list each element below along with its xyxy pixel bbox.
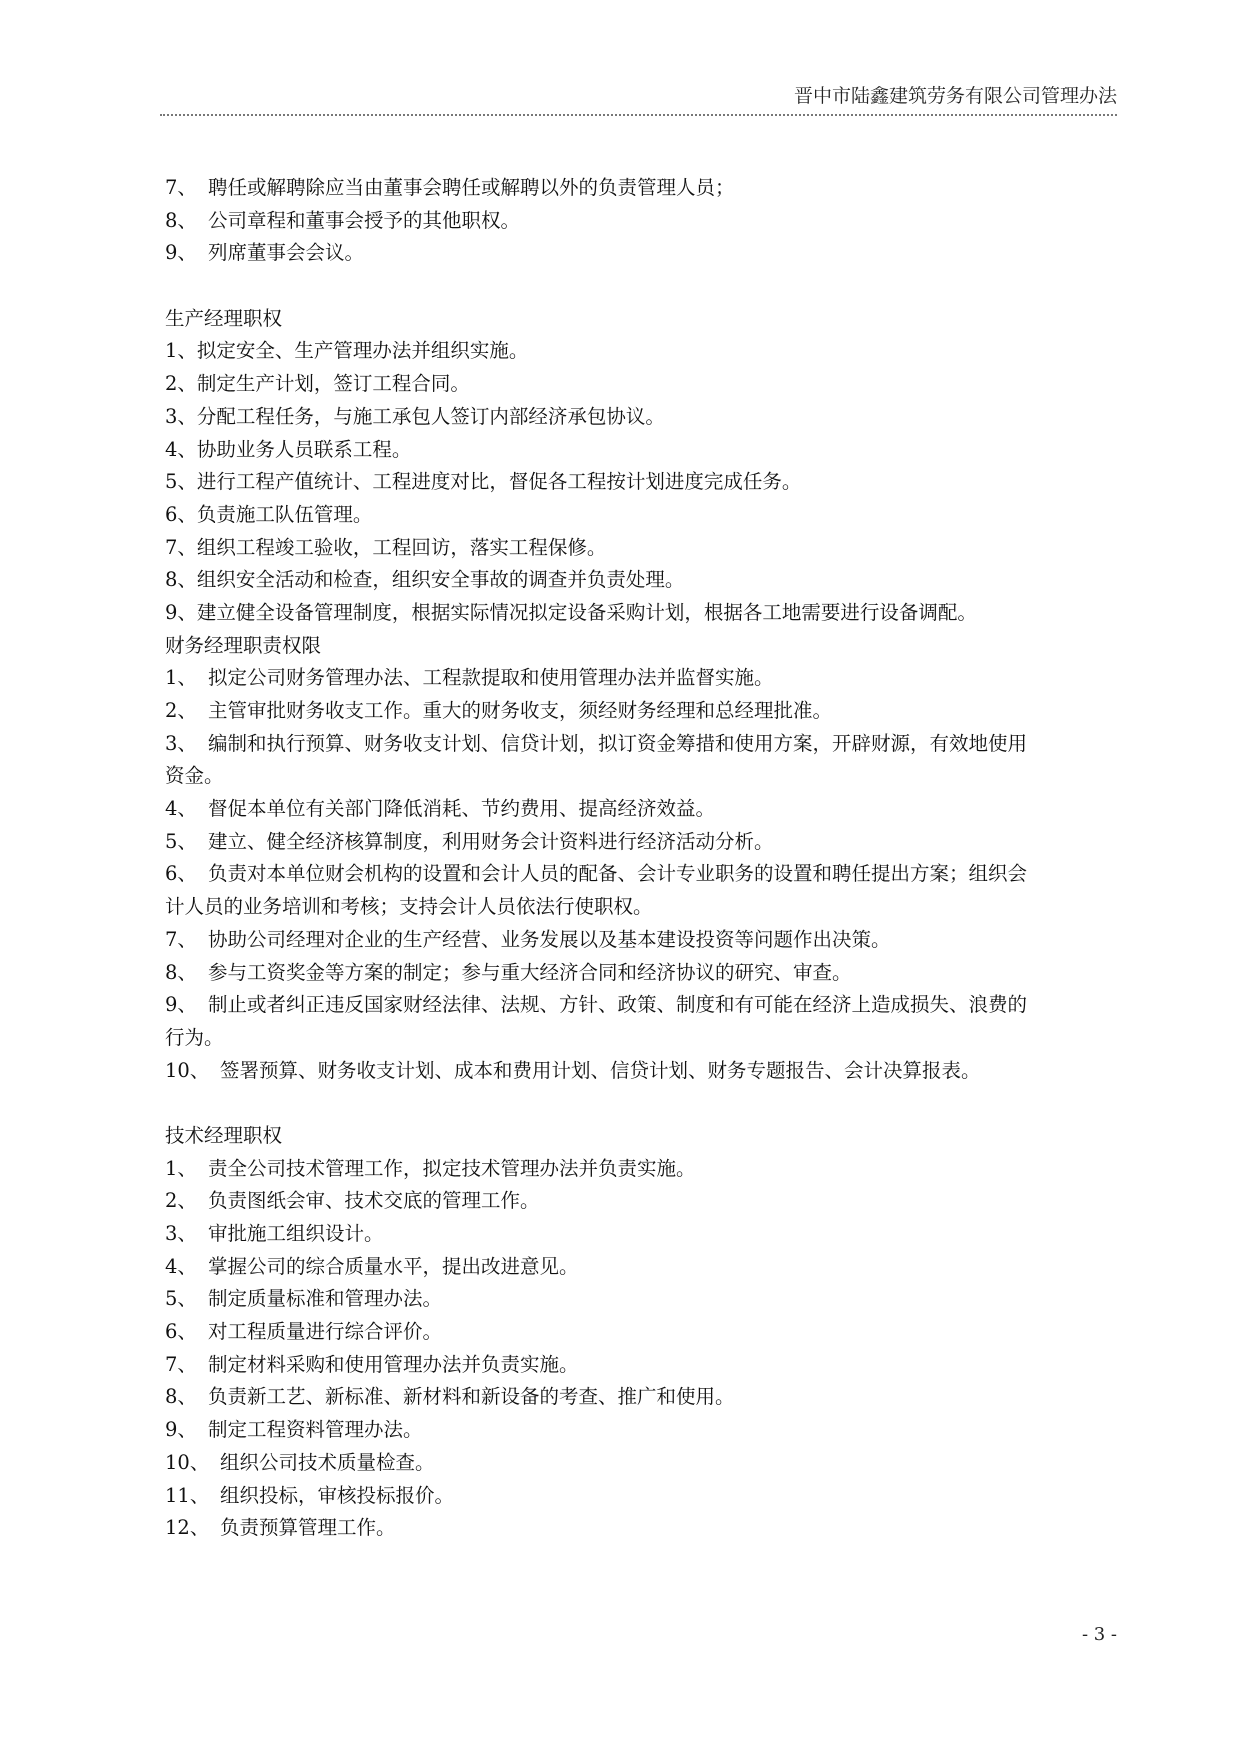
list-item <box>165 989 1125 1022</box>
item-number: 7、 <box>165 927 197 951</box>
list-item <box>165 1153 1125 1186</box>
list-item: 3、分配工程任务，与施工承包人签订内部经济承包协议。 <box>165 404 665 428</box>
item-text: 聘任或解聘除应当由董事会聘任或解聘以外的负责管理人员； <box>208 176 735 199</box>
list-item-continuation: 计人员的业务培训和考核；支持会计人员依法行使职权。 <box>165 895 653 919</box>
list-item: 5、进行工程产值统计、工程进度对比，督促各工程按计划进度完成任务。 <box>165 470 802 494</box>
item-text: 参与工资奖金等方案的制定；参与重大经济合同和经济协议的研究、审查。 <box>208 960 852 984</box>
item-number: 6、 <box>165 862 197 886</box>
item-number: 12、 <box>165 1516 210 1540</box>
header-title: 晋中市陆鑫建筑劳务有限公司管理办法 <box>793 85 1117 107</box>
item-text: 督促本单位有关部门降低消耗、节约费用、提高经济效益。 <box>208 797 716 821</box>
item-text: 对工程质量进行综合评价。 <box>208 1320 443 1344</box>
item-number: 9、 <box>165 1418 197 1442</box>
list-item: 8、组织安全活动和检查，组织安全事故的调查并负责处理。 <box>165 568 685 592</box>
item-number: 5、 <box>165 1287 197 1311</box>
spacer <box>165 1087 1125 1120</box>
list-item: 6、负责施工队伍管理。 <box>165 502 373 526</box>
item-text: 公司章程和董事会授予的其他职权。 <box>208 208 521 232</box>
list-item <box>165 1055 1125 1088</box>
section-heading-finance: 财务经理职责权限 <box>165 633 322 657</box>
item-text: 制定工程资料管理办法。 <box>208 1418 423 1442</box>
list-item <box>165 728 1125 761</box>
list-item <box>165 1185 1125 1218</box>
item-number: 7、 <box>165 176 197 199</box>
page-header <box>160 84 1117 116</box>
item-text: 拟定公司财务管理办法、工程款提取和使用管理办法并监督实施。 <box>208 666 774 690</box>
item-number: 3、 <box>165 1222 197 1245</box>
item-text: 列席董事会会议。 <box>208 241 365 265</box>
list-item <box>165 1218 1125 1251</box>
list-item: 7、组织工程竣工验收，工程回访，落实工程保修。 <box>165 535 607 559</box>
section-heading-technical: 技术经理职权 <box>165 1123 283 1147</box>
item-text: 制定质量标准和管理办法。 <box>208 1287 443 1311</box>
list-item <box>165 793 1125 826</box>
item-text: 责全公司技术管理工作，拟定技术管理办法并负责实施。 <box>208 1156 696 1180</box>
list-item <box>165 695 1125 728</box>
item-number: 6、 <box>165 1320 197 1344</box>
item-number: 2、 <box>165 1189 197 1213</box>
item-text: 组织投标，审核投标报价。 <box>220 1483 455 1507</box>
item-number: 5、 <box>165 829 197 853</box>
item-number: 2、 <box>165 699 197 722</box>
item-number: 1、 <box>165 666 197 690</box>
item-number: 7、 <box>165 1352 197 1376</box>
item-text: 负责新工艺、新标准、新材料和新设备的考查、推广和使用。 <box>208 1385 735 1409</box>
item-text: 掌握公司的综合质量水平，提出改进意见。 <box>208 1254 579 1278</box>
item-text: 负责对本单位财会机构的设置和会计人员的配备、会计专业职务的设置和聘任提出方案；组织会 <box>208 862 1028 886</box>
item-number: 11、 <box>165 1483 210 1507</box>
list-item <box>165 172 1125 205</box>
item-text: 负责预算管理工作。 <box>220 1516 396 1540</box>
list-item <box>165 1512 1125 1545</box>
list-item: 2、制定生产计划，签订工程合同。 <box>165 372 470 396</box>
list-item <box>165 858 1125 891</box>
item-text: 制止或者纠正违反国家财经法律、法规、方针、政策、制度和有可能在经济上造成损失、浪费的 <box>208 993 1028 1017</box>
item-text: 建立、健全经济核算制度，利用财务会计资料进行经济活动分析。 <box>208 829 774 853</box>
item-number: 9、 <box>165 241 197 265</box>
item-text: 编制和执行预算、财务收支计划、信贷计划，拟订资金筹措和使用方案，开辟财源，有效地使用 <box>208 731 1028 755</box>
list-item <box>165 957 1125 990</box>
list-item <box>165 1283 1125 1316</box>
list-item: 1、拟定安全、生产管理办法并组织实施。 <box>165 339 529 363</box>
list-item-continuation: 资金。 <box>165 764 224 788</box>
item-text: 组织公司技术质量检查。 <box>220 1450 435 1474</box>
item-text: 审批施工组织设计。 <box>208 1222 384 1245</box>
item-number: 8、 <box>165 960 197 984</box>
list-item: 9、建立健全设备管理制度，根据实际情况拟定设备采购计划，根据各工地需要进行设备调配。 <box>165 600 977 624</box>
list-item <box>165 205 1125 238</box>
item-text: 签署预算、财务收支计划、成本和费用计划、信贷计划、财务专题报告、会计决算报表。 <box>220 1058 981 1082</box>
item-number: 8、 <box>165 1385 197 1409</box>
spacer <box>165 270 1125 303</box>
list-item <box>165 1414 1125 1447</box>
item-text: 协助公司经理对企业的生产经营、业务发展以及基本建设投资等问题作出决策。 <box>208 927 891 951</box>
list-item <box>165 1251 1125 1284</box>
item-text: 制定材料采购和使用管理办法并负责实施。 <box>208 1352 579 1376</box>
item-number: 1、 <box>165 1156 197 1180</box>
list-item <box>165 1447 1125 1480</box>
item-text: 主管审批财务收支工作。重大的财务收支，须经财务经理和总经理批准。 <box>208 699 833 722</box>
document-body <box>165 172 1125 1545</box>
item-number: 10、 <box>165 1450 210 1474</box>
list-item: 4、协助业务人员联系工程。 <box>165 437 412 461</box>
item-number: 3、 <box>165 731 197 755</box>
list-item <box>165 1381 1125 1414</box>
list-item <box>165 826 1125 859</box>
list-item <box>165 1349 1125 1382</box>
list-item <box>165 1480 1125 1513</box>
list-item <box>165 1316 1125 1349</box>
section-heading-production: 生产经理职权 <box>165 306 283 330</box>
list-item <box>165 662 1125 695</box>
page-number: - 3 - <box>1081 1624 1117 1645</box>
item-number: 8、 <box>165 208 197 232</box>
list-item <box>165 924 1125 957</box>
list-item <box>165 237 1125 270</box>
item-text: 负责图纸会审、技术交底的管理工作。 <box>208 1189 540 1213</box>
list-item-continuation: 行为。 <box>165 1025 224 1049</box>
item-number: 9、 <box>165 993 197 1017</box>
item-number: 4、 <box>165 1254 197 1278</box>
item-number: 4、 <box>165 797 197 821</box>
item-number: 10、 <box>165 1058 210 1082</box>
